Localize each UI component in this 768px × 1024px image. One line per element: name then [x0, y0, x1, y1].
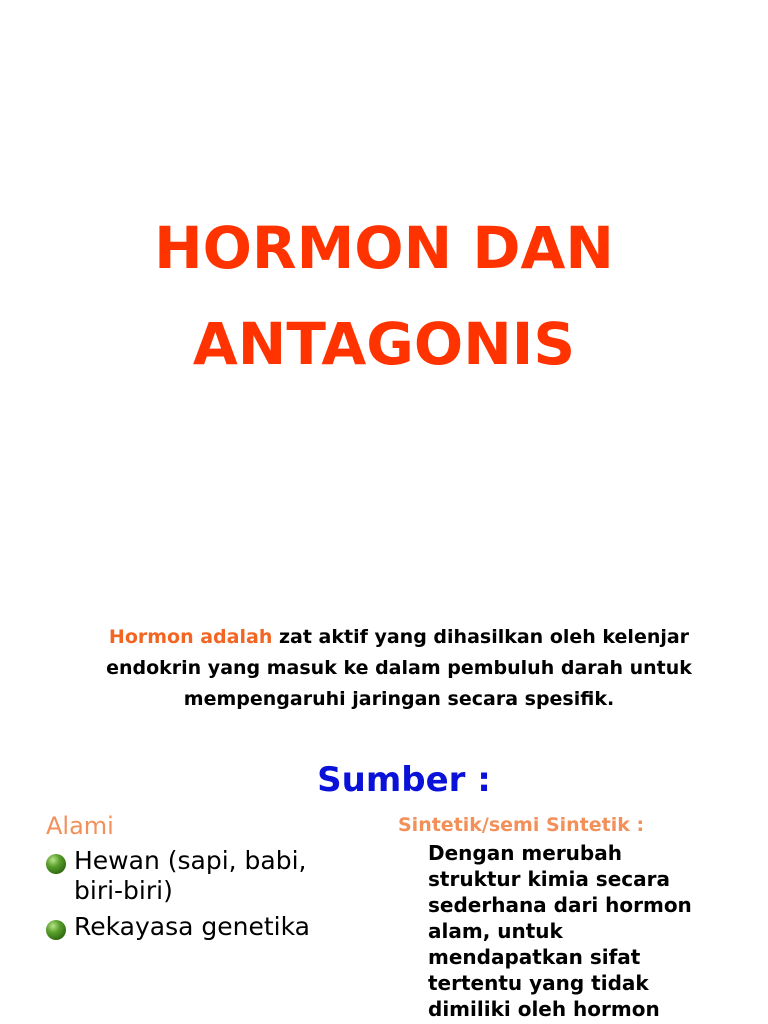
list-item	[46, 846, 386, 906]
natural-sources-heading: Alami	[46, 812, 114, 840]
definition-term: Hormon adalah	[108, 626, 273, 648]
synthetic-sources-heading: Sintetik/semi Sintetik :	[398, 814, 645, 836]
definition-text: zat aktif yang dihasilkan oleh kelenjar endokrin yang masuk ke dalam pembuluh darah untuk mempengaruhi jaringan secara spesifik.	[106, 626, 692, 710]
green-sphere-bullet-icon	[46, 854, 66, 874]
title-line-1: HORMON DAN	[154, 214, 614, 282]
synthetic-sources-text: Dengan merubah struktur kimia secara sederhana dari hormon alam, untuk mendapatkan sifat tertentu yang tidak dimiliki oleh hormon	[428, 841, 692, 1021]
slide-title	[0, 200, 768, 392]
sources-heading: Sumber :	[317, 760, 491, 800]
list-item-label: Rekayasa genetika	[74, 912, 310, 941]
synthetic-sources-column	[398, 810, 738, 1022]
green-sphere-bullet-icon	[46, 920, 66, 940]
title-line-2: ANTAGONIS	[192, 310, 576, 378]
list-item	[46, 912, 386, 942]
list-item-label: Hewan (sapi, babi, biri-biri)	[74, 846, 307, 905]
natural-sources-column	[46, 810, 386, 948]
hormone-definition	[84, 622, 714, 715]
